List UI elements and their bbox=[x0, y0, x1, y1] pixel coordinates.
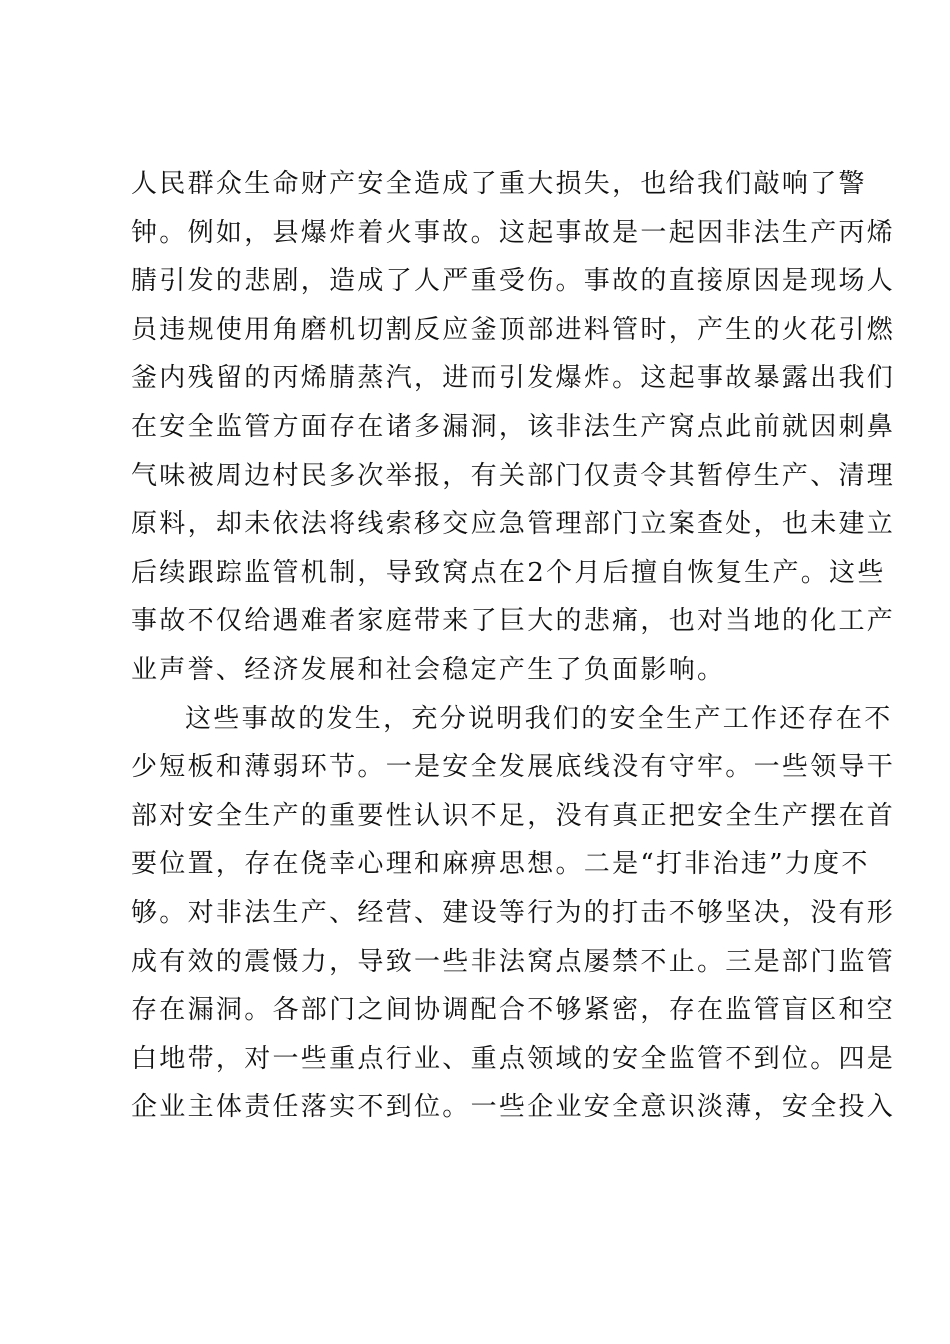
paragraph-continued bbox=[131, 160, 896, 695]
text-line: 白地带，对一些重点行业、重点领域的安全监管不到位。四是 bbox=[131, 1043, 896, 1074]
text-line: 够。对非法生产、经营、建设等行为的打击不够坚决，没有形 bbox=[131, 897, 896, 928]
text-line: 企业主体责任落实不到位。一些企业安全意识淡薄，安全投入 bbox=[131, 1092, 896, 1123]
text-line: 釜内残留的丙烯腈蒸汽，进而引发爆炸。这起事故暴露出我们 bbox=[131, 363, 896, 394]
text-line: 存在漏洞。各部门之间协调配合不够紧密，存在监管盲区和空 bbox=[131, 995, 896, 1026]
text-line: 要位置，存在侥幸心理和麻痹思想。二是“打非治违”力度不 bbox=[131, 849, 870, 880]
text-line: 员违规使用角磨机切割反应釜顶部进料管时，产生的火花引燃 bbox=[131, 314, 896, 345]
text-line: 后续跟踪监管机制，导致窝点在2个月后擅自恢复生产。这些 bbox=[131, 557, 886, 588]
text-line: 成有效的震慑力，导致一些非法窝点屡禁不止。三是部门监管 bbox=[131, 946, 896, 977]
text-line: 部对安全生产的重要性认识不足，没有真正把安全生产摆在首 bbox=[131, 800, 896, 831]
text-line: 腈引发的悲剧，造成了人严重受伤。事故的直接原因是现场人 bbox=[131, 266, 896, 297]
text-line: 在安全监管方面存在诸多漏洞，该非法生产窝点此前就因刺鼻 bbox=[131, 411, 896, 442]
body-text bbox=[131, 160, 896, 1132]
text-line: 钟。例如，县爆炸着火事故。这起事故是一起因非法生产丙烯 bbox=[131, 217, 896, 248]
text-line: 人民群众生命财产安全造成了重大损失，也给我们敲响了警 bbox=[131, 169, 867, 199]
text-line: 少短板和薄弱环节。一是安全发展底线没有守牢。一些领导干 bbox=[131, 752, 896, 783]
paragraph-causes bbox=[131, 695, 896, 1132]
text-line: 原料，却未依法将线索移交应急管理部门立案查处，也未建立 bbox=[131, 509, 896, 540]
text-line-first: 这些事故的发生，充分说明我们的安全生产工作还存在不 bbox=[185, 703, 893, 734]
text-line: 业声誉、经济发展和社会稳定产生了负面影响。 bbox=[131, 654, 726, 685]
text-line: 气味被周边村民多次举报，有关部门仅责令其暂停生产、清理 bbox=[131, 460, 896, 491]
text-line: 事故不仅给遇难者家庭带来了巨大的悲痛，也对当地的化工产 bbox=[131, 606, 896, 637]
